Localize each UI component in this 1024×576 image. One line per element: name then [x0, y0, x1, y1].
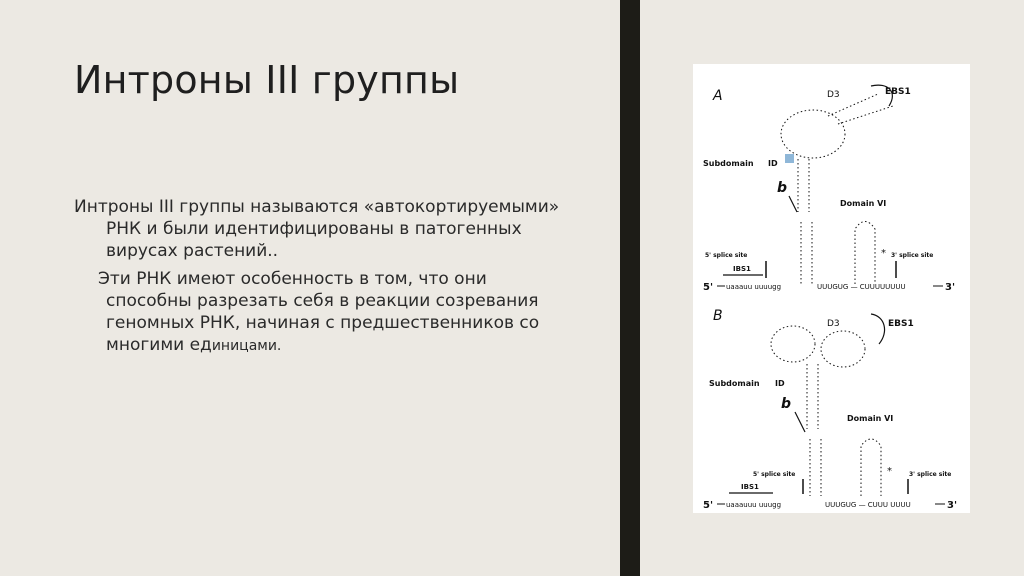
panel-a-id-label: ID	[768, 159, 778, 168]
rna-structure-diagram	[693, 64, 970, 513]
panel-a-domain-vi-label: Domain VI	[840, 199, 887, 208]
panel-a-d3-arm-2	[838, 106, 893, 124]
paragraph-2-main: Эти РНК имеют особенность в том, что они способны разрезать себя в реакции созревания геномных РНК, начиная с предшественников со многими ед	[98, 269, 540, 355]
panel-b-3-splice-label: 3' splice site	[909, 471, 952, 478]
panel-a-ibs1-label: IBS1	[733, 265, 751, 273]
panel-a-domain-vi-hairpin	[855, 222, 875, 285]
panel-b-id-label: ID	[775, 379, 785, 388]
panel-b	[703, 308, 957, 511]
panel-b-star: *	[887, 466, 892, 477]
rna-structure-figure	[693, 64, 970, 513]
panel-b-ebs1-label: EBS1	[888, 319, 914, 329]
panel-b-domain-vi-label: Domain VI	[847, 414, 894, 423]
panel-b-seq-left: uaaauuu uuugg	[726, 501, 782, 509]
panel-b-5-splice-label: 5' splice site	[753, 471, 796, 478]
panel-a-seq-right: UUUGUG — CUUUUUUUU	[817, 283, 906, 291]
panel-a-d3-label: D3	[827, 90, 840, 100]
panel-a-5-end: 5'	[703, 282, 714, 293]
panel-b-d3-label: D3	[827, 319, 840, 329]
panel-a-3-end: 3'	[945, 282, 956, 293]
panel-a-letter: A	[713, 88, 723, 104]
panel-b-ibs1-label: IBS1	[741, 483, 759, 491]
paragraph-1: Интроны III группы называются «автокортируемыми» РНК и были идентифицированы в патогенных вирусах растений..	[74, 197, 560, 261]
panel-b-letter: B	[713, 308, 723, 324]
panel-b-subdomain-label: Subdomain	[709, 379, 760, 388]
paragraph-2-tail: иницами.	[211, 338, 282, 354]
panel-a-star: *	[881, 248, 886, 259]
panel-a-seq-left: uaaauu uuuugg	[726, 283, 782, 291]
panel-a-ebs1-label: EBS1	[885, 87, 911, 97]
panel-b-loop-left	[771, 326, 815, 362]
panel-a-subdomain-label: Subdomain	[703, 159, 754, 168]
panel-b-3-end: 3'	[947, 500, 958, 511]
slide-body	[74, 196, 574, 357]
panel-b-b-label: b	[781, 396, 792, 412]
panel-a-highlight	[785, 154, 794, 163]
panel-b-b-arrow	[795, 412, 805, 432]
panel-b-loop-right	[821, 331, 865, 367]
panel-a-b-label: b	[777, 180, 788, 196]
panel-a-5-splice-label: 5' splice site	[705, 252, 748, 259]
panel-a	[703, 85, 955, 293]
panel-b-seq-right: UUUGUG — CUUU UUUU	[825, 501, 911, 509]
slide-title: Интроны III группы	[74, 58, 460, 102]
panel-a-b-arrow	[789, 196, 797, 212]
paragraph-2	[74, 268, 574, 357]
panel-a-3-splice-label: 3' splice site	[891, 252, 934, 259]
vertical-divider	[620, 0, 640, 576]
panel-b-domain-vi-hairpin	[861, 439, 881, 496]
panel-b-5-end: 5'	[703, 500, 714, 511]
panel-b-ebs1-arrow	[871, 314, 885, 344]
panel-a-loop	[781, 110, 845, 158]
